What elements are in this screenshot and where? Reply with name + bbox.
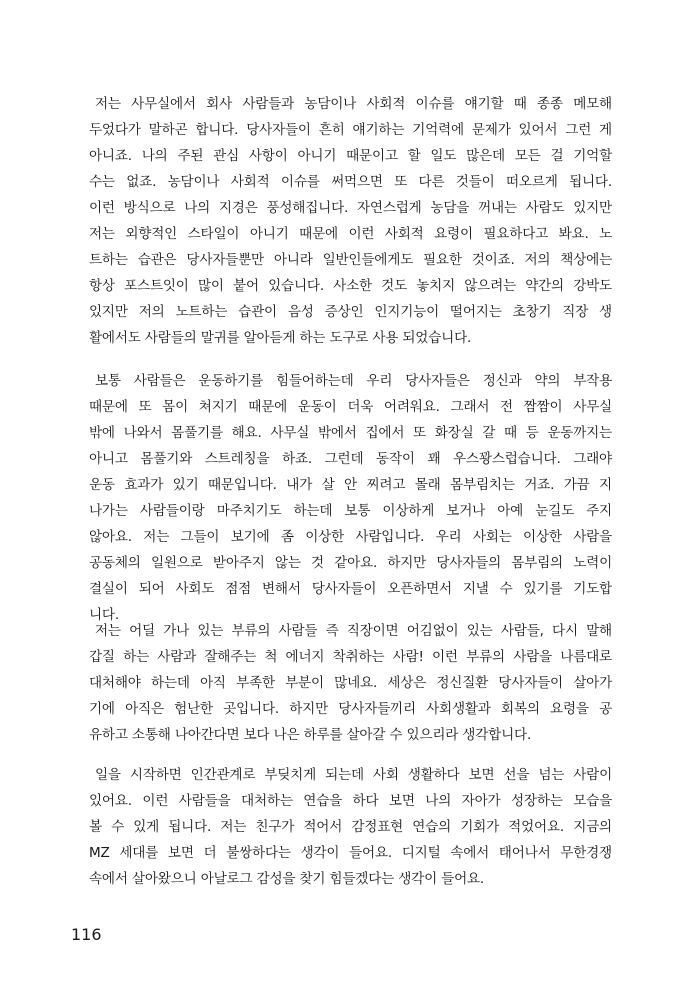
paragraph-3: [89, 618, 612, 748]
text-line: 볼 수 있게 됩니다. 저는 친구가 적어서 감정표현 연습의 기회가 적었어요. 지금의: [89, 819, 612, 835]
text-line: 아니죠. 나의 주된 관심 사항이 아니기 때문이고 할 일도 많은데 모든 걸 기억할: [89, 148, 612, 164]
text-line: 나가는 사람들이랑 마주치기도 하는데 보통 이상하게 보거나 아예 눈길도 주지: [89, 503, 612, 519]
text-line: 활에서도 사람들의 말귀를 알아듣게 하는 도구로 사용 되었습니다.: [89, 330, 472, 346]
paragraph-2: [89, 368, 612, 628]
text-line: 밖에 나와서 몸풀기를 해요. 사무실 밖에서 집에서 또 화장실 갈 때 등 운동까지는: [89, 425, 612, 441]
text-line: 운동 효과가 있기 때문입니다. 내가 살 안 찌려고 몰래 몸부림치는 거죠. 가끔 지: [89, 477, 612, 493]
text-line: MZ 세대를 보면 더 불쌍하다는 생각이 들어요. 디지털 속에서 태어나서 무한경쟁: [89, 845, 612, 861]
text-line: 않아요. 저는 그들이 보기에 좀 이상한 사람입니다. 우리 사회는 이상한 사람을: [89, 529, 612, 545]
text-line: 트하는 습관은 당사자들뿐만 아니라 일반인들에게도 필요한 것이죠. 저의 책상에는: [89, 252, 612, 268]
text-line: 저는 어딜 가나 있는 부류의 사람들 즉 직장이면 어김없이 있는 사람들, 다시 말해: [95, 623, 612, 639]
text-line: 있지만 저의 노트하는 습관이 음성 증상인 인지기능이 떨어지는 초창기 직장 생: [89, 304, 612, 320]
page-number: 116: [71, 925, 102, 944]
text-line: 유하고 소통해 나아간다면 보다 나은 하루를 살아갈 수 있으리라 생각합니다.: [89, 727, 532, 743]
text-line: 있어요. 이런 사람들을 대처하는 연습을 하다 보면 나의 자아가 성장하는 모습을: [89, 793, 612, 809]
text-line: 속에서 살아왔으니 아날로그 감성을 찾기 힘들겠다는 생각이 들어요.: [89, 871, 485, 887]
text-line: 일을 시작하면 인간관계로 부딪치게 되는데 사회 생활하다 보면 선을 넘는 사람이: [95, 767, 612, 783]
paragraph-1: [89, 91, 612, 351]
text-line: 때문에 또 몸이 쳐지기 때문에 운동이 더욱 어려워요. 그래서 전 짬짬이 사무실: [89, 399, 612, 415]
text-line: 기에 아직은 험난한 곳입니다. 하지만 당사자들끼리 사회생활과 회복의 요령을 공: [89, 701, 612, 717]
text-line: 보통 사람들은 운동하기를 힘들어하는데 우리 당사자들은 정신과 약의 부작용: [95, 373, 612, 389]
text-line: 결실이 되어 사회도 점점 변해서 당사자들이 오픈하면서 지낼 수 있기를 기도합: [89, 581, 612, 597]
text-line: 니다.: [89, 607, 119, 623]
text-line: 저는 외향적인 스타일이 아니기 때문에 이런 사회적 요령이 필요하다고 봐요. 노: [89, 226, 612, 242]
text-line: 항상 포스트잇이 많이 붙어 있습니다. 사소한 것도 놓치지 않으려는 약간의 강박도: [89, 278, 612, 294]
text-line: 갑질 하는 사람과 잘해주는 척 에너지 착취하는 사람! 이런 부류의 사람을 나름대로: [89, 649, 612, 665]
text-line: 이런 방식으로 나의 지경은 풍성해집니다. 자연스럽게 농담을 꺼내는 사람도 있지만: [89, 200, 612, 216]
text-line: 공동체의 일원으로 받아주지 않는 것 같아요. 하지만 당사자들의 몸부림의 노력이: [89, 555, 612, 571]
text-line: 두었다가 말하곤 합니다. 당사자들이 흔히 얘기하는 기억력에 문제가 있어서 그런 게: [89, 122, 612, 138]
paragraph-4: [89, 762, 612, 892]
text-line: 수는 없죠. 농담이나 사회적 이슈를 써먹으면 또 다른 것들이 떠오르게 됩니다.: [89, 174, 612, 190]
text-line: 대처해야 하는데 아직 부족한 부분이 많네요. 세상은 정신질환 당사자들이 살아가: [89, 675, 612, 691]
text-line: 저는 사무실에서 회사 사람들과 농담이나 사회적 이슈를 얘기할 때 종종 메모해: [95, 96, 612, 112]
text-line: 아니고 몸풀기와 스트레칭을 하죠. 그런데 동작이 꽤 우스꽝스럽습니다. 그래야: [89, 451, 612, 467]
